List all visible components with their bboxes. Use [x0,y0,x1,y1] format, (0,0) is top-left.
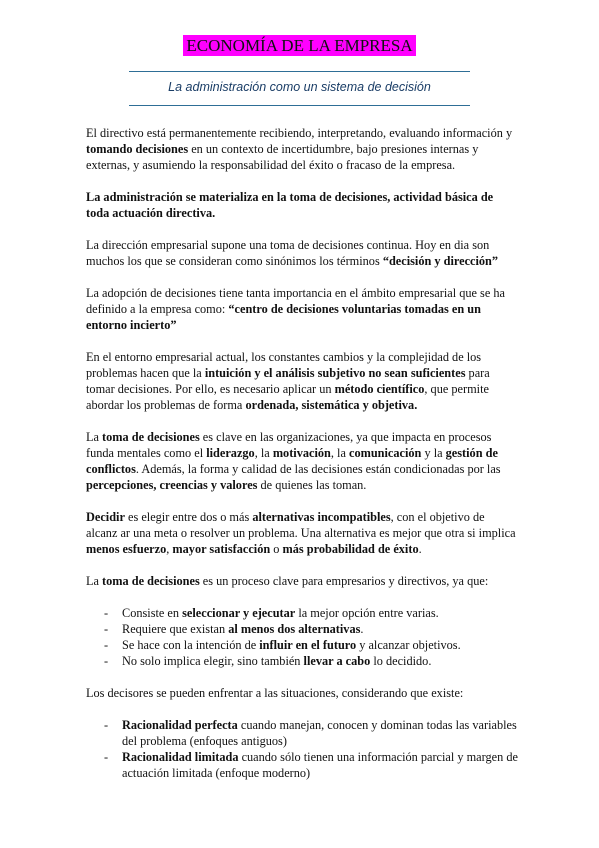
text-run: o [270,542,283,556]
bold-run: Decidir [86,510,125,524]
bold-run: Racionalidad limitada [122,750,239,764]
bold-run: al menos dos alternativas [228,622,361,636]
paragraph [86,125,518,173]
text-run: es elegir entre dos o más [124,510,253,524]
text-run: La adopción de decisiones tiene tanta importancia en el ámbito empresarial que se ha definido a la empresa como: [86,286,505,316]
list-item-text [122,622,363,636]
list-item [86,749,518,781]
paragraph [86,429,518,493]
text-run: la mejor opción entre varias. [295,606,439,620]
text-run: de quienes las toman. [257,478,367,492]
list-item [86,653,518,669]
text-run: , la [330,446,349,460]
title-wrap [0,35,599,56]
paragraph [86,349,518,413]
text-run: . [418,542,422,556]
text-run: , [166,542,173,556]
bold-run: menos esfuerzo [86,542,167,556]
list-item [86,605,518,621]
dash-bullet: - [104,606,109,620]
text-run: La [86,574,103,588]
paragraph [86,685,518,701]
text-run: No solo implica elegir, sino también [122,654,304,668]
text-run: es un proceso clave para empresarios y directivos, ya que: [199,574,489,588]
bold-run: mayor satisfacción [172,542,271,556]
text-run: En el entorno empresarial actual, los constantes cambios y la complejidad de los problemas hacen que la [86,350,482,380]
text-run: Se hace con la intención de [122,638,260,652]
paragraph [86,285,518,333]
list-item-text [122,718,517,748]
subtitle-bottom-rule [129,105,470,106]
paragraph [86,509,518,557]
bold-run: alternativas incompatibles [252,510,391,524]
list-item [86,621,518,637]
text-run: cuando manejan, conocen y dominan todas las variables del problema (enfoques antiguos) [122,718,517,748]
bold-run: La administración se materializa en la toma de decisiones, actividad básica de toda actuación directiva. [86,190,494,220]
text-run: lo decidido. [370,654,432,668]
bold-run: gestión de conflictos [86,446,498,476]
bold-run: percepciones, creencias y valores [86,478,258,492]
text-run: Los decisores se pueden enfrentar a las situaciones, considerando que existe: [86,686,464,700]
bold-run: llevar a cabo [303,654,371,668]
bold-run: toma de decisiones [102,430,200,444]
paragraph [86,573,518,589]
list-item-text [122,654,431,668]
list-item-text [122,606,439,620]
text-run: , la [254,446,273,460]
text-run: y alcanzar objetivos. [356,638,461,652]
paragraph [86,237,518,269]
page-subtitle: La administración como un sistema de decisión [168,80,431,94]
dash-bullet: - [104,654,109,668]
bold-run: toma de decisiones [102,574,200,588]
bold-run: Racionalidad perfecta [122,718,238,732]
dash-bullet: - [104,638,109,652]
text-run: , con el objetivo de alcanz ar una meta o resolver un problema. Una alternativa es mejor que otra si implica [86,510,516,540]
list-item-text [122,750,518,780]
bold-run: “decisión y dirección” [382,254,499,268]
text-run: en un contexto de incertidumbre, bajo presiones internas y externas, y asumiendo la responsabilidad del éxito o fracaso de la empresa. [86,142,479,172]
document-body [86,125,518,797]
text-run: para tomar decisiones. Por ello, es necesario aplicar un [86,366,490,396]
text-run: La dirección empresarial supone una toma de decisiones continua. Hoy en dia son muchos los que se consideran como sinónimos los términos [86,238,490,268]
text-run: . Además, la forma y calidad de las decisiones están condicionadas por las [135,462,501,476]
bold-run: método científico [334,382,425,396]
text-run: , que permite abordar los problemas de forma [86,382,489,412]
text-run: Consiste en [122,606,183,620]
text-run: . [360,622,364,636]
bold-run: seleccionar y ejecutar [182,606,296,620]
dash-bullet: - [104,622,109,636]
bold-run: motivación [272,446,331,460]
text-run: Requiere que existan [122,622,229,636]
bullet-list [86,605,518,669]
dash-bullet: - [104,750,109,764]
subtitle-top-rule [129,71,470,72]
text-run: El directivo está permanentemente recibiendo, interpretando, evaluando información y [86,126,513,140]
list-item [86,637,518,653]
bold-run: “centro de decisiones voluntarias tomadas en un entorno incierto” [86,302,481,332]
bold-run: tomando decisiones [86,142,189,156]
list-item [86,717,518,749]
bold-run: liderazgo [206,446,255,460]
bold-run: ordenada, sistemática y objetiva. [245,398,418,412]
paragraph [86,189,518,221]
bold-run: comunicación [348,446,422,460]
bold-run: intuición y el análisis subjetivo no sean suficientes [204,366,466,380]
page-title: ECONOMÍA DE LA EMPRESA [183,35,415,56]
bold-run: influir en el futuro [259,638,357,652]
bullet-list [86,717,518,781]
list-item-text [122,638,461,652]
bold-run: más probabilidad de éxito [282,542,419,556]
text-run: La [86,430,103,444]
dash-bullet: - [104,718,109,732]
text-run: es clave en las organizaciones, ya que impacta en procesos funda mentales como el [86,430,492,460]
text-run: cuando sólo tienen una información parcial y margen de actuación limitada (enfoque moderno) [122,750,518,780]
text-run: y la [421,446,446,460]
